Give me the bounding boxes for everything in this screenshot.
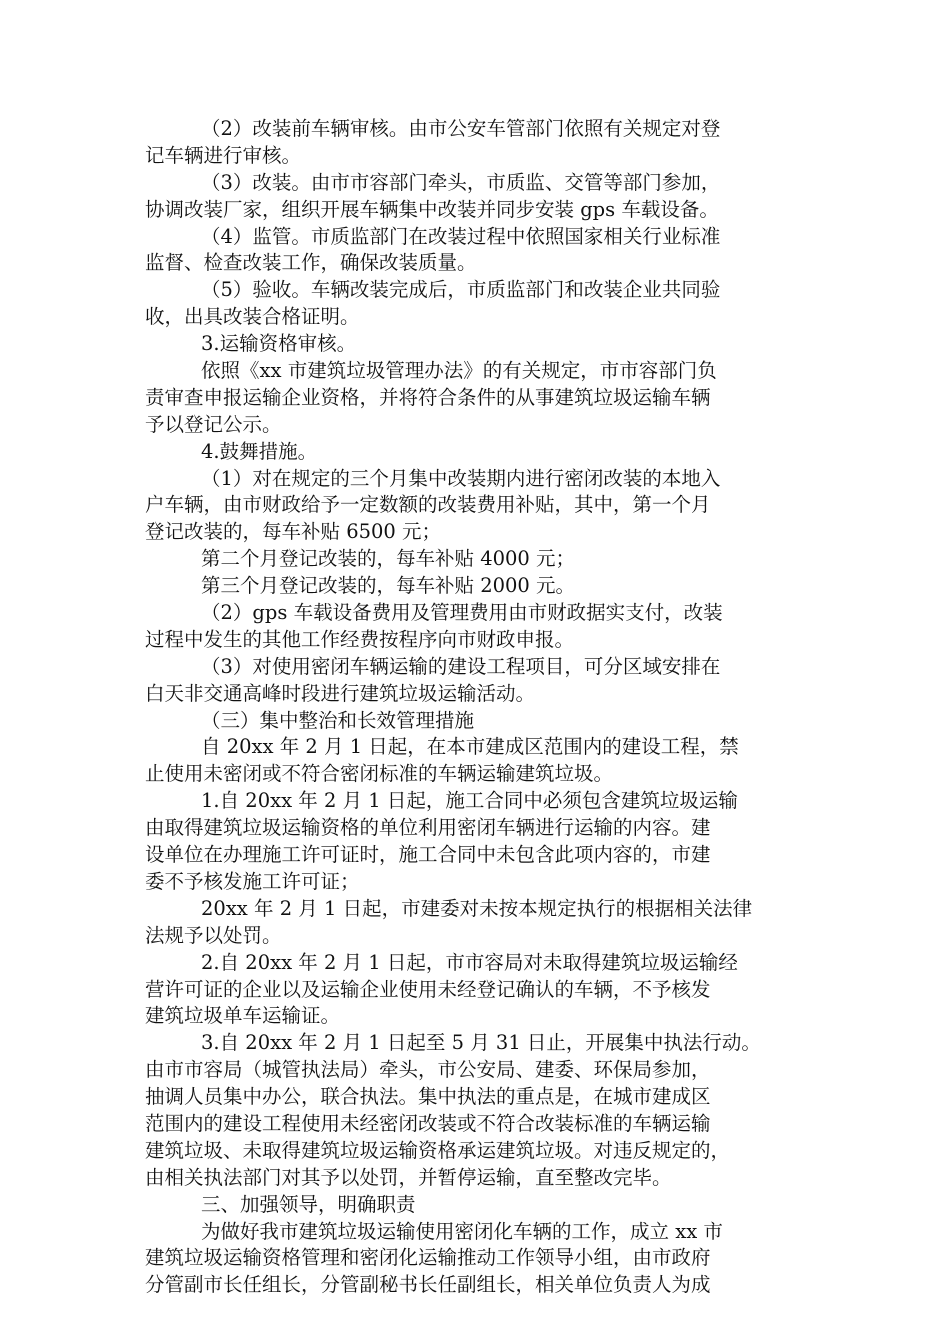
text-line: 3.运输资格审核。 bbox=[201, 332, 357, 356]
text-line: 第三个月登记改装的，每车补贴 2000 元。 bbox=[201, 574, 576, 598]
text-line: 由市市容局（城管执法局）牵头，市公安局、建委、环保局参加， bbox=[145, 1058, 711, 1082]
text-line: （1）对在规定的三个月集中改装期内进行密闭改装的本地入 bbox=[201, 466, 721, 490]
text-line: 收，出具改装合格证明。 bbox=[145, 305, 360, 329]
text-line: 过程中发生的其他工作经费按程序向市财政申报。 bbox=[145, 627, 575, 651]
text-line: 登记改装的，每车补贴 6500 元； bbox=[145, 520, 442, 544]
text-line: 法规予以处罚。 bbox=[145, 923, 282, 947]
text-line: 由取得建筑垃圾运输资格的单位利用密闭车辆进行运输的内容。建 bbox=[145, 816, 711, 840]
text-line: 第二个月登记改装的，每车补贴 4000 元； bbox=[201, 547, 576, 571]
text-line: 责审查申报运输企业资格，并将符合条件的从事建筑垃圾运输车辆 bbox=[145, 385, 711, 409]
text-line: 由相关执法部门对其予以处罚，并暂停运输，直至整改完毕。 bbox=[145, 1165, 672, 1189]
text-line: 4.鼓舞措施。 bbox=[201, 439, 318, 463]
text-line: 2.自 20xx 年 2 月 1 日起，市市容局对未取得建筑垃圾运输经 bbox=[201, 950, 738, 974]
text-line: 依照《xx 市建筑垃圾管理办法》的有关规定，市市容部门负 bbox=[201, 359, 717, 383]
text-line: 1.自 20xx 年 2 月 1 日起，施工合同中必须包含建筑垃圾运输 bbox=[201, 789, 738, 813]
text-line: 设单位在办理施工许可证时，施工合同中未包含此项内容的，市建 bbox=[145, 843, 711, 867]
text-line: （三）集中整治和长效管理措施 bbox=[201, 708, 475, 732]
text-line: 建筑垃圾运输资格管理和密闭化运输推动工作领导小组，由市政府 bbox=[145, 1246, 711, 1270]
text-line: 予以登记公示。 bbox=[145, 412, 282, 436]
text-line: （5）验收。车辆改装完成后，市质监部门和改装企业共同验 bbox=[201, 278, 721, 302]
document-body bbox=[145, 116, 813, 1299]
text-line: 3.自 20xx 年 2 月 1 日起至 5 月 31 日止，开展集中执法行动。 bbox=[201, 1031, 761, 1055]
text-line: （3）改装。由市市容部门牵头，市质监、交管等部门参加， bbox=[201, 170, 721, 194]
text-line: （2）gps 车载设备费用及管理费用由市财政据实支付，改装 bbox=[201, 601, 723, 625]
text-line: 白天非交通高峰时段进行建筑垃圾运输活动。 bbox=[145, 681, 536, 705]
text-line: 抽调人员集中办公，联合执法。集中执法的重点是，在城市建成区 bbox=[145, 1085, 711, 1109]
text-line: 建筑垃圾单车运输证。 bbox=[145, 1004, 341, 1028]
text-line: 记车辆进行审核。 bbox=[145, 143, 302, 167]
text-line: 分管副市长任组长，分管副秘书长任副组长，相关单位负责人为成 bbox=[145, 1273, 711, 1297]
text-line: 三、加强领导，明确职责 bbox=[201, 1192, 416, 1216]
text-line: 委不予核发施工许可证； bbox=[145, 869, 360, 893]
text-line: 范围内的建设工程使用未经密闭改装或不符合改装标准的车辆运输 bbox=[145, 1111, 711, 1135]
text-line: （3）对使用密闭车辆运输的建设工程项目，可分区域安排在 bbox=[201, 654, 721, 678]
text-line: 协调改装厂家，组织开展车辆集中改装并同步安装 gps 车载设备。 bbox=[145, 197, 719, 221]
text-line: 为做好我市建筑垃圾运输使用密闭化车辆的工作，成立 xx 市 bbox=[201, 1219, 723, 1243]
text-line: 建筑垃圾、未取得建筑垃圾运输资格承运建筑垃圾。对违反规定的， bbox=[145, 1138, 731, 1162]
text-line: 20xx 年 2 月 1 日起，市建委对未按本规定执行的根据相关法律 bbox=[201, 896, 753, 920]
text-line: （4）监管。市质监部门在改装过程中依照国家相关行业标准 bbox=[201, 224, 721, 248]
text-line: 监督、检查改装工作，确保改装质量。 bbox=[145, 251, 477, 275]
text-line: 营许可证的企业以及运输企业使用未经登记确认的车辆，不予核发 bbox=[145, 977, 711, 1001]
text-line: 自 20xx 年 2 月 1 日起，在本市建成区范围内的建设工程，禁 bbox=[201, 735, 739, 759]
text-line: （2）改装前车辆审核。由市公安车管部门依照有关规定对登 bbox=[201, 117, 721, 140]
text-line: 止使用未密闭或不符合密闭标准的车辆运输建筑垃圾。 bbox=[145, 762, 614, 786]
text-line: 户车辆，由市财政给予一定数额的改装费用补贴，其中，第一个月 bbox=[145, 493, 711, 517]
